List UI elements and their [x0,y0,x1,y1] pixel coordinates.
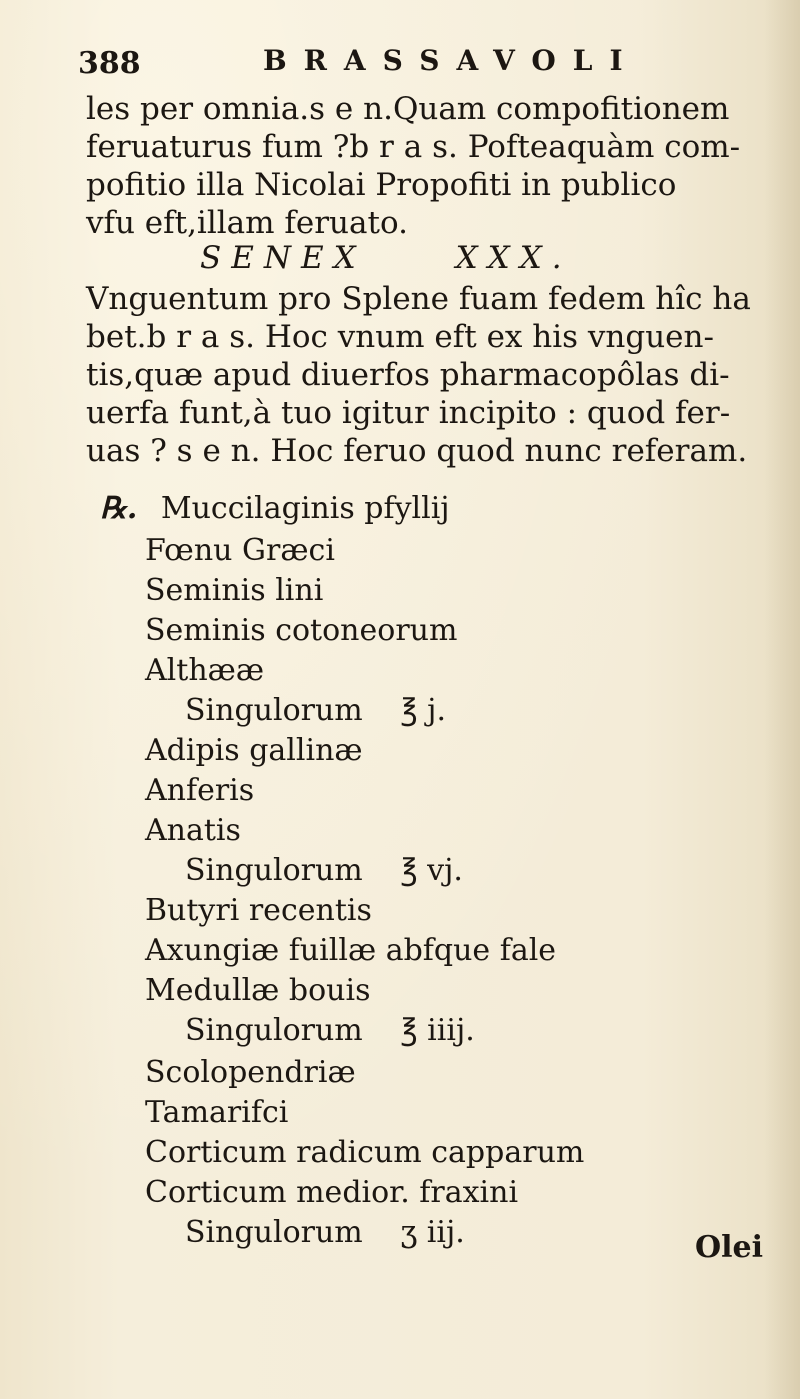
ingredient-name: Althææ [145,653,265,688]
ingredient-line [145,732,363,770]
body-line: bet.b r a s. Hoc vnum eft ex his vnguen- [86,319,714,355]
running-head: BRASSAVOLI [263,44,640,77]
ingredient-line-quantity [185,692,446,730]
ingredient-line [145,1134,584,1172]
ingredient-name: Singulorum [185,693,363,728]
page-edge-shadow [764,0,800,1399]
ingredient-line-quantity [185,1214,465,1252]
ingredient-name: Singulorum [185,1013,363,1048]
ingredient-name: Singulorum [185,853,363,888]
ingredient-name: Anferis [145,773,255,808]
text-line: pofitio illa Nicolai Propofiti in publico [86,167,677,203]
ingredient-name: Corticum medior. fraxini [145,1175,519,1210]
section-title: SENEX [200,240,366,276]
ingredient-quantity: ℥ iiij. [400,1013,475,1048]
text-line: les per omnia.s e n.Quam compofitionem [86,91,730,127]
ingredient-quantity: ℥ j. [400,693,447,728]
body-line: tis,quæ apud diuerfos pharmacopôlas di- [86,357,730,393]
ingredient-line-quantity [185,1012,475,1050]
ingredient-line [145,532,335,570]
ingredient-line [145,772,254,810]
ingredient-line [145,932,556,970]
page-header [78,40,740,90]
ingredient-line [145,612,457,650]
catchword: Olei [695,1230,764,1265]
ingredient-quantity: ℥ vj. [400,853,463,888]
ingredient-name: Singulorum [185,1215,363,1250]
ingredient-quantity: ʒ iij. [400,1215,465,1250]
text-line: vfu eft,illam feruato. [86,205,408,241]
page-number: 388 [78,46,141,81]
ingredient-name: Muccilaginis pfyllij [160,491,450,526]
ingredient-line-quantity [185,852,463,890]
ingredient-name: Tamarifci [145,1095,289,1130]
ingredient-name: Axungiæ fuillæ abfque fale [145,933,557,968]
section-number: XXX. [455,240,572,276]
body-line: uas ? s e n. Hoc feruo quod nunc referam. [86,433,748,469]
ingredient-line [145,572,323,610]
ingredient-name: Corticum radicum capparum [145,1135,585,1170]
body-line: uerfa funt,à tuo igitur incipito : quod fer- [86,395,731,431]
ingredient-name: Medullæ bouis [145,973,371,1008]
rx-symbol: ℞. [100,491,138,526]
recipe-line-rx [100,490,450,528]
section-heading [200,240,572,276]
ingredient-line [145,652,264,690]
text-line: feruaturus fum ?b r a s. Pofteaquàm com- [86,129,741,165]
ingredient-name: Seminis cotoneorum [145,613,458,648]
ingredient-line [145,1094,288,1132]
ingredient-name: Anatis [145,813,241,848]
ingredient-name: Seminis lini [145,573,324,608]
ingredient-name: Fœnu Græci [145,533,335,568]
ingredient-line [145,1054,356,1092]
ingredient-line [145,812,241,850]
ingredient-name: Adipis gallinæ [145,733,363,768]
body-line: Vnguentum pro Splene fuam fedem hîc ha [86,281,751,317]
ingredient-line [145,892,372,930]
ingredient-line [145,1174,518,1212]
ingredient-name: Butyri recentis [145,893,372,928]
ingredient-line [145,972,371,1010]
ingredient-name: Scolopendriæ [145,1055,356,1090]
